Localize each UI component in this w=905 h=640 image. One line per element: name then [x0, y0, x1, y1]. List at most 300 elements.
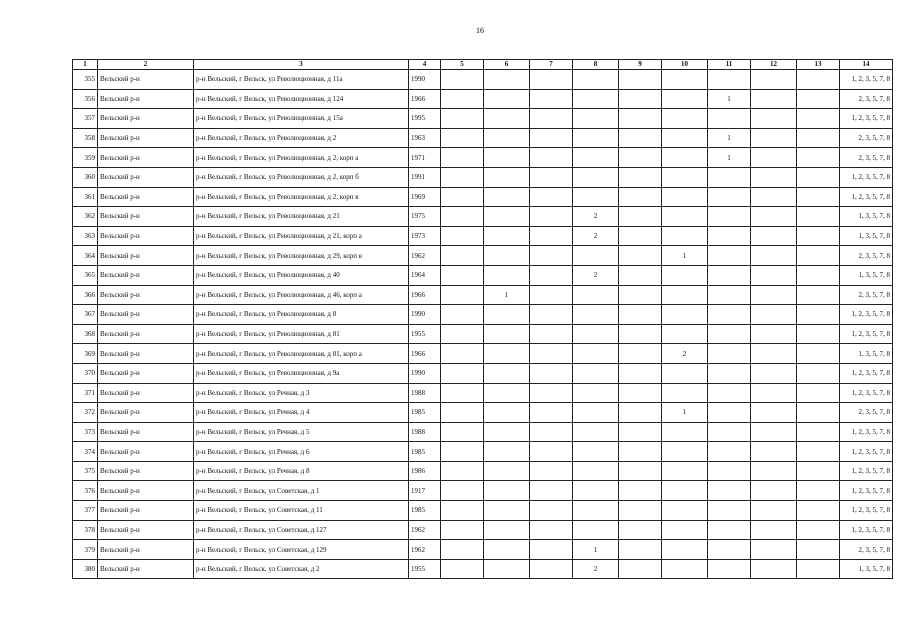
table-row	[73, 187, 893, 207]
col6-cell	[484, 89, 530, 109]
col6-cell	[484, 246, 530, 266]
col8-cell	[573, 442, 619, 462]
col5-cell	[441, 187, 484, 207]
col10-cell	[662, 128, 708, 148]
col13-cell	[797, 461, 840, 481]
col5-cell	[441, 70, 484, 90]
codes-cell: 1, 3, 5, 7, 8	[840, 344, 893, 364]
table-row	[73, 363, 893, 383]
col8-cell	[573, 520, 619, 540]
col12-cell	[751, 403, 797, 423]
col13-cell	[797, 187, 840, 207]
col6-cell	[484, 305, 530, 325]
col8-cell	[573, 461, 619, 481]
address-cell: р-н Вельский, г Вельск, ул Советская, д 127	[194, 520, 409, 540]
district-cell: Вельский р-н	[98, 70, 194, 90]
col9-cell	[619, 70, 662, 90]
page-number: 16	[476, 26, 484, 35]
address-cell: р-н Вельский, г Вельск, ул Советская, д 2	[194, 559, 409, 579]
address-cell: р-н Вельский, г Вельск, ул Революционная, д 2	[194, 128, 409, 148]
col13-cell	[797, 520, 840, 540]
col9-cell	[619, 167, 662, 187]
codes-cell: 1, 2, 3, 5, 7, 8	[840, 70, 893, 90]
year-cell: 1962	[409, 246, 441, 266]
col5-cell	[441, 324, 484, 344]
address-cell: р-н Вельский, г Вельск, ул Революционная, д 21	[194, 207, 409, 227]
table-row	[73, 109, 893, 129]
col12-cell	[751, 246, 797, 266]
table-row	[73, 167, 893, 187]
codes-cell: 1, 2, 3, 5, 7, 8	[840, 520, 893, 540]
col13-cell	[797, 540, 840, 560]
col7-cell	[530, 109, 573, 129]
col9-cell	[619, 226, 662, 246]
col5-cell	[441, 363, 484, 383]
col6-cell	[484, 481, 530, 501]
row-number-cell: 371	[73, 383, 98, 403]
year-cell: 1955	[409, 324, 441, 344]
table-row	[73, 324, 893, 344]
col7-cell	[530, 559, 573, 579]
col12-cell	[751, 324, 797, 344]
address-cell: р-н Вельский, г Вельск, ул Революционная, д 124	[194, 89, 409, 109]
col10-cell	[662, 265, 708, 285]
col13-cell	[797, 324, 840, 344]
codes-cell: 2, 3, 5, 7, 8	[840, 89, 893, 109]
col5-cell	[441, 246, 484, 266]
district-cell: Вельский р-н	[98, 285, 194, 305]
col9-cell	[619, 520, 662, 540]
column-header-13: 13	[797, 60, 840, 70]
table-row	[73, 128, 893, 148]
table-row	[73, 246, 893, 266]
col13-cell	[797, 265, 840, 285]
col8-cell	[573, 89, 619, 109]
year-cell: 1962	[409, 540, 441, 560]
row-number-cell: 378	[73, 520, 98, 540]
col11-cell	[708, 344, 751, 364]
col9-cell	[619, 148, 662, 168]
col11-cell: 1	[708, 148, 751, 168]
row-number-cell: 370	[73, 363, 98, 383]
district-cell: Вельский р-н	[98, 167, 194, 187]
row-number-cell: 377	[73, 501, 98, 521]
col12-cell	[751, 70, 797, 90]
col9-cell	[619, 363, 662, 383]
year-cell: 1955	[409, 559, 441, 579]
row-number-cell: 360	[73, 167, 98, 187]
col5-cell	[441, 403, 484, 423]
table-row	[73, 461, 893, 481]
col11-cell	[708, 363, 751, 383]
district-cell: Вельский р-н	[98, 305, 194, 325]
col9-cell	[619, 422, 662, 442]
col10-cell	[662, 207, 708, 227]
table-row	[73, 442, 893, 462]
col6-cell	[484, 520, 530, 540]
column-header-4: 4	[409, 60, 441, 70]
col11-cell	[708, 559, 751, 579]
year-cell: 1988	[409, 422, 441, 442]
address-cell: р-н Вельский, г Вельск, ул Революционная, д 46, корп а	[194, 285, 409, 305]
col8-cell: 2	[573, 226, 619, 246]
year-cell: 1973	[409, 226, 441, 246]
col12-cell	[751, 187, 797, 207]
table-row	[73, 501, 893, 521]
col9-cell	[619, 403, 662, 423]
col13-cell	[797, 481, 840, 501]
col7-cell	[530, 187, 573, 207]
col12-cell	[751, 344, 797, 364]
codes-cell: 1, 3, 5, 7, 8	[840, 207, 893, 227]
col6-cell	[484, 422, 530, 442]
col9-cell	[619, 89, 662, 109]
column-header-9: 9	[619, 60, 662, 70]
col12-cell	[751, 383, 797, 403]
year-cell: 1991	[409, 167, 441, 187]
col9-cell	[619, 265, 662, 285]
col11-cell	[708, 207, 751, 227]
col9-cell	[619, 540, 662, 560]
col8-cell: 2	[573, 559, 619, 579]
col13-cell	[797, 148, 840, 168]
row-number-cell: 374	[73, 442, 98, 462]
col6-cell	[484, 167, 530, 187]
codes-cell: 2, 3, 5, 7, 8	[840, 246, 893, 266]
address-cell: р-н Вельский, г Вельск, ул Революционная, д 81, корп а	[194, 344, 409, 364]
col7-cell	[530, 520, 573, 540]
row-number-cell: 358	[73, 128, 98, 148]
col6-cell	[484, 109, 530, 129]
row-number-cell: 369	[73, 344, 98, 364]
col13-cell	[797, 383, 840, 403]
col10-cell	[662, 461, 708, 481]
district-cell: Вельский р-н	[98, 461, 194, 481]
year-cell: 1962	[409, 520, 441, 540]
row-number-cell: 359	[73, 148, 98, 168]
col5-cell	[441, 422, 484, 442]
codes-cell: 1, 2, 3, 5, 7, 8	[840, 109, 893, 129]
col9-cell	[619, 128, 662, 148]
column-header-3: 3	[194, 60, 409, 70]
col10-cell	[662, 285, 708, 305]
col8-cell	[573, 70, 619, 90]
col7-cell	[530, 344, 573, 364]
column-header-6: 6	[484, 60, 530, 70]
address-cell: р-н Вельский, г Вельск, ул Революционная, д 21, корп а	[194, 226, 409, 246]
col11-cell	[708, 403, 751, 423]
col8-cell	[573, 363, 619, 383]
codes-cell: 1, 2, 3, 5, 7, 8	[840, 442, 893, 462]
address-cell: р-н Вельский, г Вельск, ул Революционная, д 2, корп а	[194, 148, 409, 168]
district-cell: Вельский р-н	[98, 501, 194, 521]
year-cell: 1917	[409, 481, 441, 501]
year-cell: 1963	[409, 128, 441, 148]
col13-cell	[797, 559, 840, 579]
col7-cell	[530, 285, 573, 305]
col13-cell	[797, 344, 840, 364]
col10-cell	[662, 305, 708, 325]
address-cell: р-н Вельский, г Вельск, ул Революционная, д 15а	[194, 109, 409, 129]
district-cell: Вельский р-н	[98, 559, 194, 579]
col11-cell	[708, 246, 751, 266]
col6-cell	[484, 559, 530, 579]
col5-cell	[441, 461, 484, 481]
year-cell: 1966	[409, 285, 441, 305]
row-number-cell: 367	[73, 305, 98, 325]
codes-cell: 2, 3, 5, 7, 8	[840, 128, 893, 148]
table-row	[73, 540, 893, 560]
col11-cell	[708, 461, 751, 481]
column-header-8: 8	[573, 60, 619, 70]
col9-cell	[619, 383, 662, 403]
col7-cell	[530, 383, 573, 403]
col12-cell	[751, 559, 797, 579]
col7-cell	[530, 246, 573, 266]
col10-cell: 1	[662, 246, 708, 266]
col12-cell	[751, 442, 797, 462]
col12-cell	[751, 167, 797, 187]
col5-cell	[441, 520, 484, 540]
codes-cell: 1, 2, 3, 5, 7, 8	[840, 501, 893, 521]
col9-cell	[619, 501, 662, 521]
col9-cell	[619, 305, 662, 325]
col10-cell	[662, 559, 708, 579]
housing-registry-table	[72, 59, 893, 579]
col6-cell	[484, 226, 530, 246]
col8-cell	[573, 167, 619, 187]
col7-cell	[530, 481, 573, 501]
year-cell: 1969	[409, 187, 441, 207]
col9-cell	[619, 559, 662, 579]
col8-cell	[573, 305, 619, 325]
header-row	[73, 60, 893, 70]
col9-cell	[619, 461, 662, 481]
col8-cell	[573, 383, 619, 403]
col9-cell	[619, 285, 662, 305]
col9-cell	[619, 442, 662, 462]
col13-cell	[797, 109, 840, 129]
col7-cell	[530, 324, 573, 344]
col5-cell	[441, 89, 484, 109]
table-row	[73, 207, 893, 227]
col8-cell: 1	[573, 540, 619, 560]
col7-cell	[530, 128, 573, 148]
table-row	[73, 70, 893, 90]
year-cell: 1986	[409, 461, 441, 481]
col8-cell	[573, 246, 619, 266]
col12-cell	[751, 501, 797, 521]
address-cell: р-н Вельский, г Вельск, ул Революционная, д 9а	[194, 363, 409, 383]
year-cell: 1971	[409, 148, 441, 168]
col5-cell	[441, 226, 484, 246]
col9-cell	[619, 324, 662, 344]
col5-cell	[441, 128, 484, 148]
col10-cell	[662, 501, 708, 521]
row-number-cell: 380	[73, 559, 98, 579]
col8-cell	[573, 128, 619, 148]
codes-cell: 1, 2, 3, 5, 7, 8	[840, 187, 893, 207]
col11-cell	[708, 501, 751, 521]
col12-cell	[751, 128, 797, 148]
col7-cell	[530, 305, 573, 325]
table-header	[73, 60, 893, 70]
col13-cell	[797, 422, 840, 442]
table-row	[73, 559, 893, 579]
district-cell: Вельский р-н	[98, 383, 194, 403]
district-cell: Вельский р-н	[98, 324, 194, 344]
col6-cell	[484, 70, 530, 90]
col9-cell	[619, 481, 662, 501]
col5-cell	[441, 109, 484, 129]
col10-cell	[662, 148, 708, 168]
col11-cell	[708, 481, 751, 501]
col11-cell	[708, 422, 751, 442]
codes-cell: 1, 2, 3, 5, 7, 8	[840, 422, 893, 442]
year-cell: 1964	[409, 265, 441, 285]
row-number-cell: 364	[73, 246, 98, 266]
col10-cell	[662, 481, 708, 501]
codes-cell: 1, 2, 3, 5, 7, 8	[840, 363, 893, 383]
row-number-cell: 363	[73, 226, 98, 246]
col6-cell	[484, 324, 530, 344]
year-cell: 1985	[409, 501, 441, 521]
col12-cell	[751, 226, 797, 246]
col6-cell	[484, 501, 530, 521]
col13-cell	[797, 403, 840, 423]
col5-cell	[441, 167, 484, 187]
col10-cell	[662, 422, 708, 442]
year-cell: 1995	[409, 109, 441, 129]
district-cell: Вельский р-н	[98, 422, 194, 442]
col7-cell	[530, 461, 573, 481]
col10-cell	[662, 226, 708, 246]
codes-cell: 1, 3, 5, 7, 8	[840, 226, 893, 246]
address-cell: р-н Вельский, г Вельск, ул Советская, д 129	[194, 540, 409, 560]
col13-cell	[797, 128, 840, 148]
col7-cell	[530, 70, 573, 90]
year-cell: 1988	[409, 383, 441, 403]
col6-cell	[484, 207, 530, 227]
col8-cell	[573, 403, 619, 423]
col5-cell	[441, 501, 484, 521]
col10-cell	[662, 109, 708, 129]
table-body	[73, 70, 893, 579]
table-row	[73, 305, 893, 325]
col6-cell	[484, 128, 530, 148]
column-header-11: 11	[708, 60, 751, 70]
col7-cell	[530, 422, 573, 442]
row-number-cell: 373	[73, 422, 98, 442]
address-cell: р-н Вельский, г Вельск, ул Речная, д 4	[194, 403, 409, 423]
address-cell: р-н Вельский, г Вельск, ул Революционная, д 8	[194, 305, 409, 325]
col13-cell	[797, 226, 840, 246]
codes-cell: 1, 3, 5, 7, 8	[840, 559, 893, 579]
col6-cell	[484, 344, 530, 364]
col12-cell	[751, 422, 797, 442]
col12-cell	[751, 148, 797, 168]
col13-cell	[797, 305, 840, 325]
col5-cell	[441, 265, 484, 285]
col11-cell	[708, 383, 751, 403]
col8-cell: 2	[573, 207, 619, 227]
col11-cell	[708, 226, 751, 246]
col13-cell	[797, 246, 840, 266]
address-cell: р-н Вельский, г Вельск, ул Речная, д 5	[194, 422, 409, 442]
col8-cell	[573, 481, 619, 501]
address-cell: р-н Вельский, г Вельск, ул Речная, д 3	[194, 383, 409, 403]
col12-cell	[751, 520, 797, 540]
col7-cell	[530, 148, 573, 168]
col11-cell	[708, 109, 751, 129]
col5-cell	[441, 344, 484, 364]
col11-cell: 1	[708, 128, 751, 148]
table-row	[73, 383, 893, 403]
col7-cell	[530, 226, 573, 246]
codes-cell: 2, 3, 5, 7, 8	[840, 148, 893, 168]
address-cell: р-н Вельский, г Вельск, ул Революционная, д 81	[194, 324, 409, 344]
col7-cell	[530, 89, 573, 109]
col12-cell	[751, 481, 797, 501]
col7-cell	[530, 442, 573, 462]
table-row	[73, 285, 893, 305]
row-number-cell: 376	[73, 481, 98, 501]
district-cell: Вельский р-н	[98, 363, 194, 383]
col9-cell	[619, 344, 662, 364]
row-number-cell: 362	[73, 207, 98, 227]
col11-cell	[708, 305, 751, 325]
district-cell: Вельский р-н	[98, 226, 194, 246]
year-cell: 1990	[409, 305, 441, 325]
col10-cell	[662, 363, 708, 383]
col10-cell	[662, 383, 708, 403]
codes-cell: 1, 2, 3, 5, 7, 8	[840, 324, 893, 344]
row-number-cell: 372	[73, 403, 98, 423]
col10-cell	[662, 70, 708, 90]
col10-cell	[662, 89, 708, 109]
column-header-12: 12	[751, 60, 797, 70]
col10-cell	[662, 540, 708, 560]
col7-cell	[530, 363, 573, 383]
col5-cell	[441, 305, 484, 325]
row-number-cell: 365	[73, 265, 98, 285]
row-number-cell: 356	[73, 89, 98, 109]
col12-cell	[751, 540, 797, 560]
col13-cell	[797, 207, 840, 227]
row-number-cell: 357	[73, 109, 98, 129]
district-cell: Вельский р-н	[98, 128, 194, 148]
codes-cell: 1, 2, 3, 5, 7, 8	[840, 167, 893, 187]
col5-cell	[441, 207, 484, 227]
col11-cell	[708, 285, 751, 305]
table-row	[73, 422, 893, 442]
table-row	[73, 344, 893, 364]
col11-cell	[708, 520, 751, 540]
col5-cell	[441, 285, 484, 305]
col13-cell	[797, 70, 840, 90]
table-row	[73, 481, 893, 501]
table-row	[73, 148, 893, 168]
column-header-14: 14	[840, 60, 893, 70]
codes-cell: 1, 3, 5, 7, 8	[840, 265, 893, 285]
col11-cell	[708, 70, 751, 90]
district-cell: Вельский р-н	[98, 89, 194, 109]
col13-cell	[797, 89, 840, 109]
col8-cell	[573, 187, 619, 207]
col11-cell	[708, 167, 751, 187]
col11-cell	[708, 324, 751, 344]
col9-cell	[619, 109, 662, 129]
